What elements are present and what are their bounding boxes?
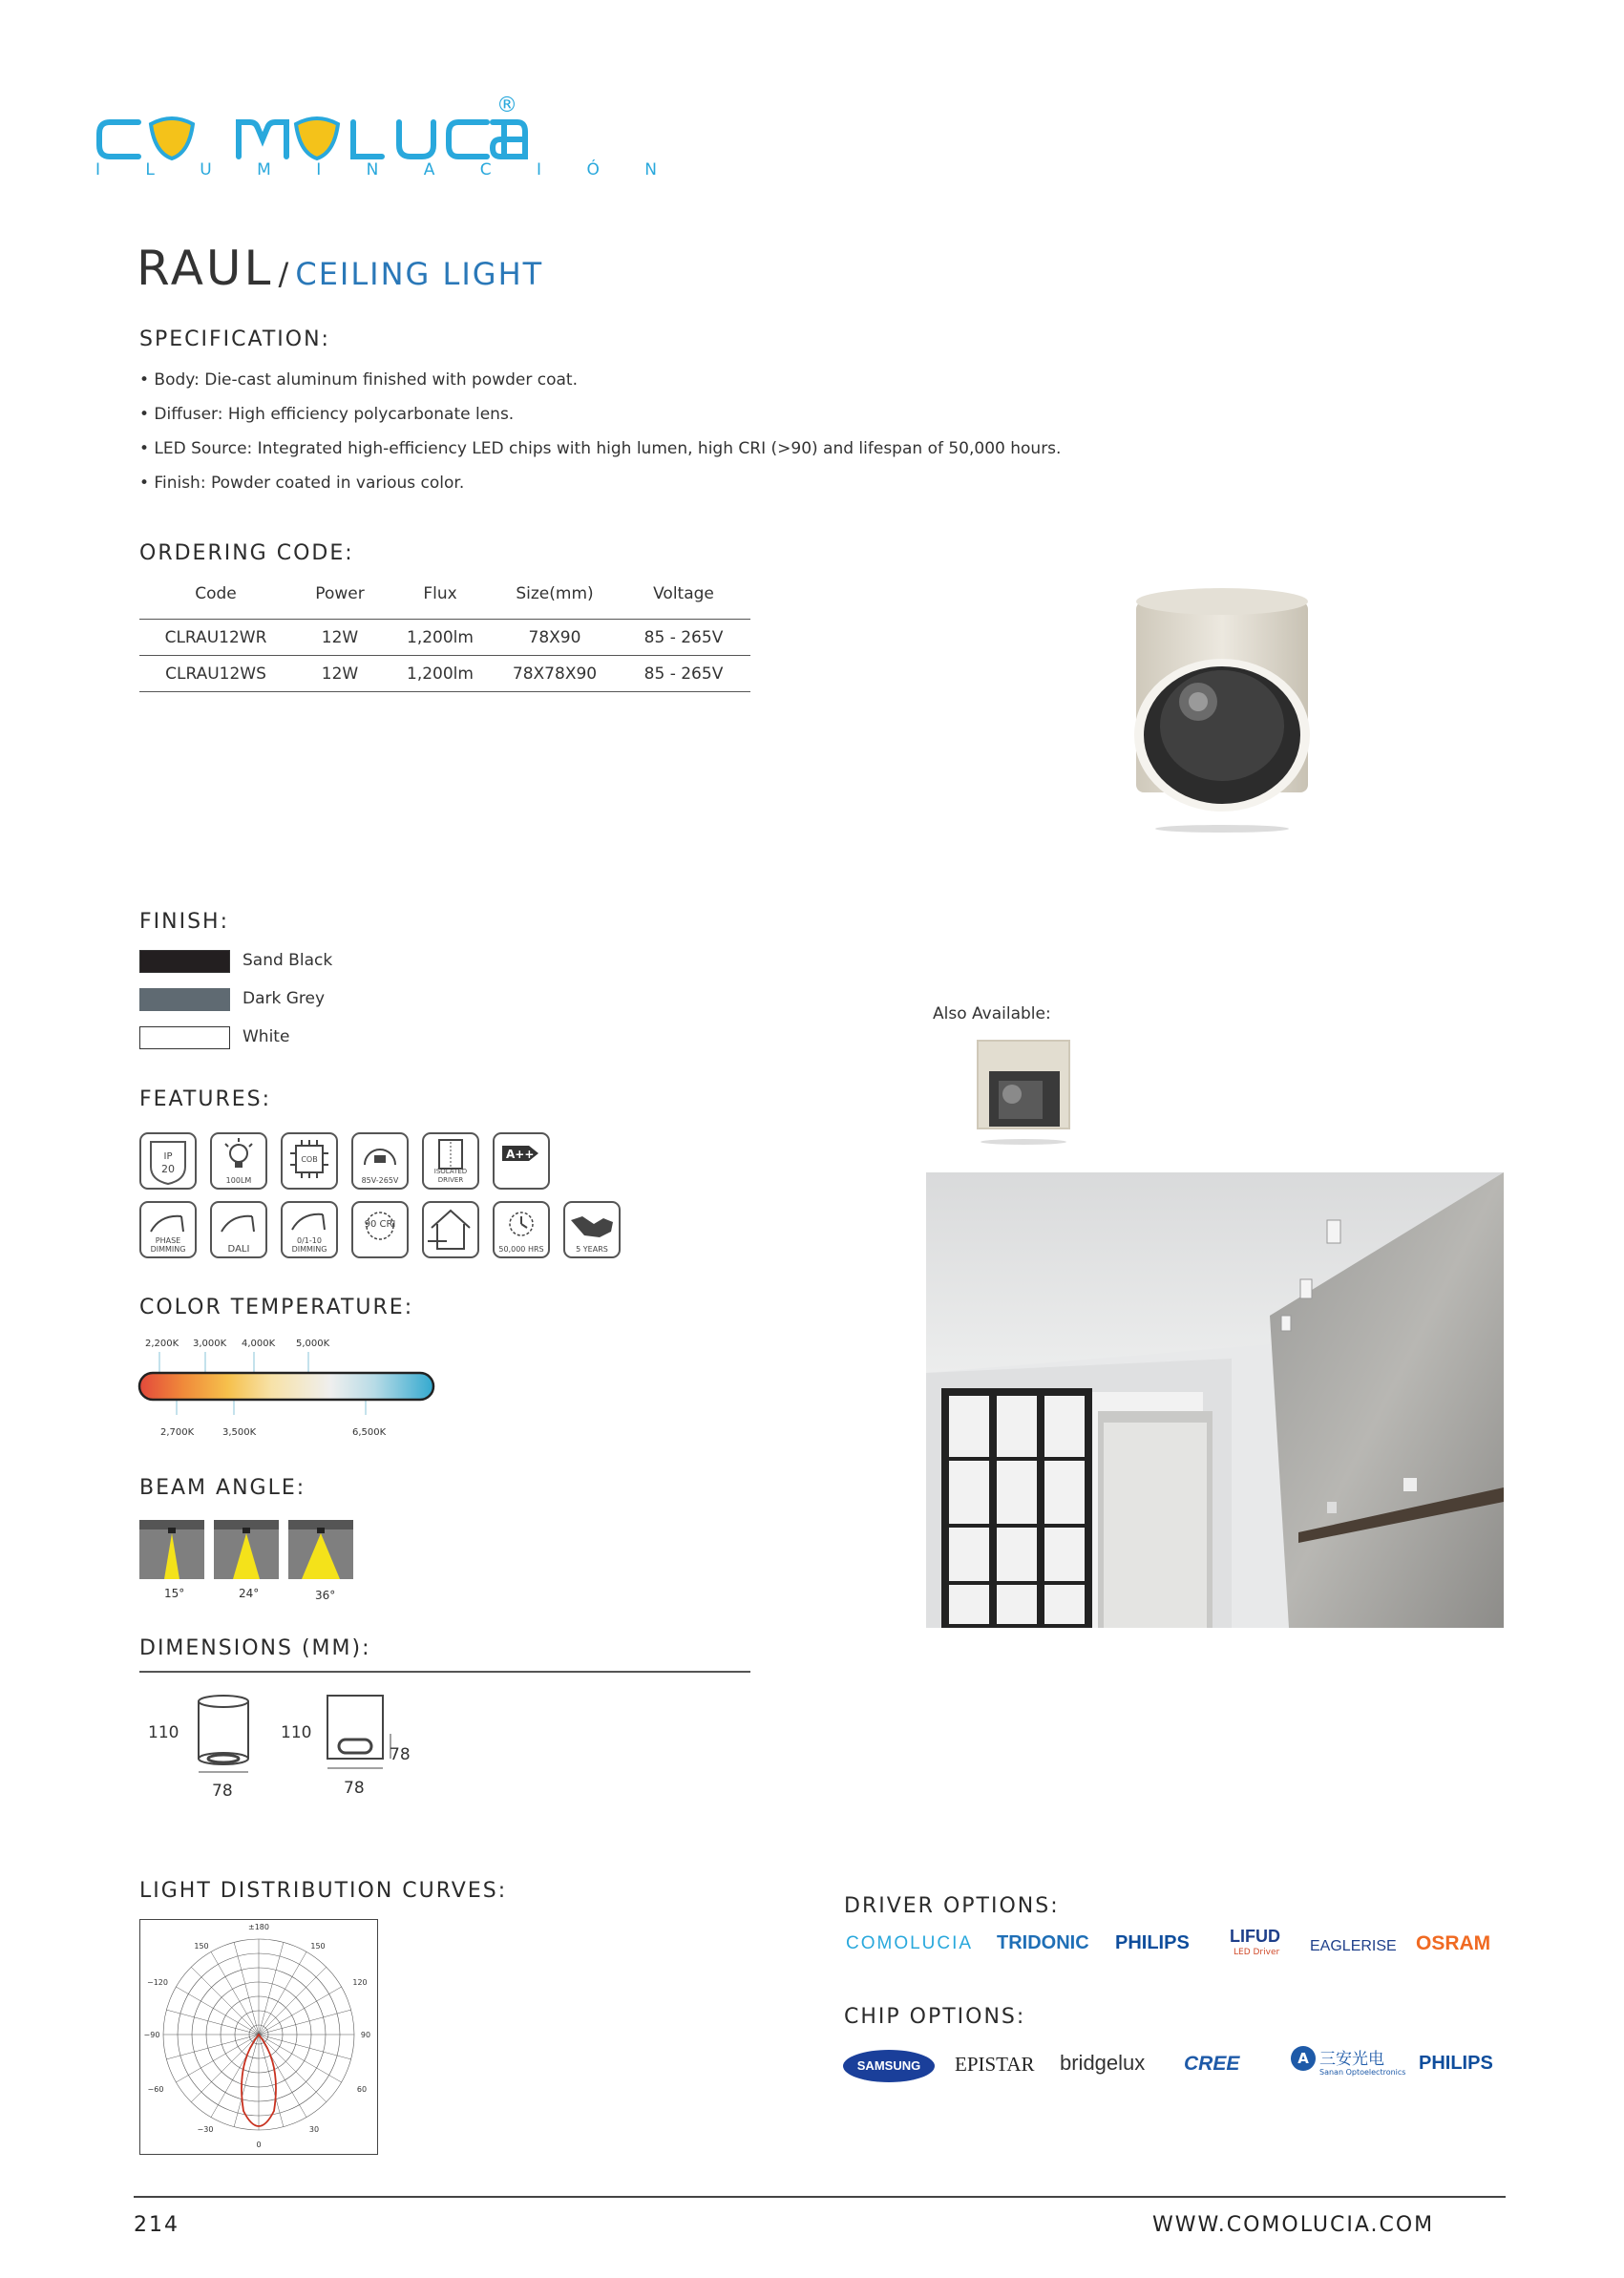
polar-diagram	[140, 1920, 376, 2153]
product-title	[137, 241, 543, 296]
col-power: Power	[292, 569, 388, 620]
specification-heading: SPECIFICATION:	[139, 327, 330, 351]
beam-24	[214, 1520, 279, 1579]
samsung-text: SAMSUNG	[856, 2058, 921, 2073]
chip-brand-sanan: 三安光电	[1319, 2050, 1384, 2069]
driver-brand-philips: PHILIPS	[1115, 1932, 1190, 1953]
table-row: CLRAU12WS 12W 1,200lm 78X78X90 85 - 265V	[139, 656, 750, 692]
feature-label: PHASE DIMMING	[150, 1236, 186, 1254]
bulb-icon	[210, 1132, 267, 1190]
feature-label: ISOLATED DRIVER	[433, 1168, 468, 1184]
voltage-plug-icon	[351, 1132, 409, 1190]
table-header-row	[139, 569, 750, 620]
chip-brand-bridgelux: bridgelux	[1060, 2051, 1146, 2075]
beam-15	[139, 1520, 204, 1579]
finish-label: Dark Grey	[243, 989, 326, 1008]
col-code: Code	[139, 569, 292, 620]
house-icon	[422, 1201, 479, 1258]
round-height: 110	[148, 1723, 179, 1742]
square-height: 110	[281, 1723, 312, 1742]
beam-36	[288, 1520, 353, 1579]
phase-dimming-icon	[139, 1201, 197, 1258]
feature-label: 50,000 HRS	[498, 1245, 544, 1254]
spec-item: • Diffuser: High efficiency polycarbonate lens.	[139, 405, 515, 424]
spec-item: • Body: Die-cast aluminum finished with powder coat.	[139, 370, 578, 390]
isolated-driver-icon	[422, 1132, 479, 1190]
polar-spoke	[259, 2035, 351, 2059]
product-image-round	[1117, 582, 1327, 840]
beam-label: 24°	[239, 1587, 260, 1600]
driver-brand-lifud: LIFUD	[1230, 1927, 1280, 1946]
polar-chart-box	[139, 1919, 378, 2155]
angle-label: 90	[360, 2031, 371, 2039]
chip-options-heading: CHIP OPTIONS:	[844, 2005, 1026, 2029]
beam-label: 15°	[164, 1587, 185, 1600]
chip-brand-samsung	[843, 2050, 935, 2082]
cri-icon	[351, 1201, 409, 1258]
finish-heading: FINISH:	[139, 910, 230, 934]
spec-item: • LED Source: Integrated high-efficiency LED chips with high lumen, high CRI (>90) and lifespan of 50,000 hours.	[139, 439, 1062, 458]
angle-label: 30	[308, 2125, 320, 2134]
ordering-table	[139, 569, 750, 692]
lifespan-clock-icon	[493, 1201, 550, 1258]
dimension-drawing-square	[320, 1692, 406, 1778]
angle-label: ±180	[248, 1923, 269, 1931]
driver-brand-tridonic: TRIDONIC	[997, 1932, 1089, 1953]
ct-label: 2,200K	[145, 1339, 179, 1349]
beam-label: 36°	[315, 1589, 336, 1602]
angle-label: 120	[352, 1978, 368, 1987]
angle-label: 150	[310, 1942, 326, 1951]
feature-label: 100LM	[225, 1176, 252, 1185]
beam-angle-heading: BEAM ANGLE:	[139, 1476, 306, 1500]
feature-label: 0/1-10 DIMMING	[291, 1236, 327, 1254]
product-name: RAUL	[137, 241, 274, 296]
finish-label: White	[243, 1027, 290, 1046]
dali-icon	[210, 1201, 267, 1258]
ct-label: 6,500K	[352, 1427, 387, 1438]
specification-list	[139, 363, 1061, 500]
room-scene-photo	[926, 1172, 1504, 1628]
polar-spoke	[259, 2035, 284, 2127]
driver-brand-comolucia: COMOLUCIA	[846, 1933, 974, 1953]
features-heading: FEATURES:	[139, 1087, 272, 1111]
finish-label: Sand Black	[243, 951, 333, 970]
ct-label: 3,500K	[222, 1427, 257, 1438]
driver-options-heading: DRIVER OPTIONS:	[844, 1894, 1060, 1918]
also-available-label: Also Available:	[933, 1004, 1051, 1023]
angle-label: 60	[356, 2085, 368, 2094]
dimming-0-10-icon	[281, 1201, 338, 1258]
title-separator: /	[278, 256, 291, 292]
ct-label: 5,000K	[296, 1339, 330, 1349]
color-temperature-heading: COLOR TEMPERATURE:	[139, 1296, 414, 1319]
col-voltage: Voltage	[617, 569, 750, 620]
dimensions-heading: DIMENSIONS (MM):	[139, 1636, 371, 1660]
light-distribution-heading: LIGHT DISTRIBUTION CURVES:	[139, 1879, 508, 1903]
angle-label: −30	[197, 2125, 214, 2134]
svg-text:IP: IP	[163, 1151, 173, 1162]
svg-text:20: 20	[161, 1163, 175, 1175]
feature-label: 5 YEARS	[576, 1245, 608, 1254]
polar-spoke	[166, 2035, 259, 2059]
chip-brand-cree: CREE	[1184, 2053, 1240, 2075]
swatch-dark-grey	[139, 988, 230, 1011]
feature-label: 85V-265V	[361, 1176, 399, 1185]
angle-label: 150	[194, 1942, 209, 1951]
polar-spoke	[259, 2010, 351, 2035]
polar-spoke	[166, 2010, 259, 2035]
angle-label: −90	[143, 2031, 160, 2039]
dimensions-divider	[139, 1671, 750, 1673]
footer-divider	[134, 2196, 1506, 2198]
registered-mark: ®	[496, 94, 517, 117]
ordering-code-heading: ORDERING CODE:	[139, 541, 354, 565]
brand-tagline: I L U M I N A C I Ó N	[95, 160, 677, 179]
ct-label: 3,000K	[193, 1339, 227, 1349]
ct-label: 2,700K	[160, 1427, 195, 1438]
cob-chip-icon	[281, 1132, 338, 1190]
col-flux: Flux	[388, 569, 493, 620]
sanan-icon: A	[1291, 2046, 1316, 2071]
feature-label: COB	[301, 1155, 318, 1164]
chip-brand-epistar: EPISTAR	[955, 2053, 1035, 2076]
polar-spoke	[259, 1987, 342, 2035]
square-depth: 78	[390, 1745, 411, 1764]
spec-item: • Finish: Powder coated in various color.	[139, 474, 465, 493]
polar-spoke	[259, 1951, 306, 2035]
angle-label: 0	[256, 2141, 262, 2149]
polar-spoke	[234, 1942, 259, 2035]
feature-label: 90 CRI	[364, 1219, 396, 1230]
driver-brand-eaglerise: EAGLERISE	[1310, 1938, 1397, 1954]
col-size: Size(mm)	[493, 569, 617, 620]
product-category: CEILING LIGHT	[295, 256, 544, 292]
page-number: 214	[134, 2213, 179, 2237]
swatch-white	[139, 1026, 230, 1049]
square-width: 78	[344, 1779, 365, 1798]
product-image-square	[966, 1031, 1081, 1150]
polar-spoke	[211, 1951, 259, 2035]
ip20-icon	[139, 1132, 197, 1190]
feature-label: DALI	[227, 1244, 250, 1255]
feature-label: A++	[506, 1148, 535, 1161]
beam-angle-diagrams	[139, 1520, 359, 1587]
table-row: CLRAU12WR 12W 1,200lm 78X90 85 - 265V	[139, 620, 750, 656]
warranty-handshake-icon	[563, 1201, 621, 1258]
color-temperature-bar	[137, 1352, 438, 1419]
ct-label: 4,000K	[242, 1339, 276, 1349]
driver-brand-osram: OSRAM	[1416, 1932, 1491, 1954]
website-link[interactable]: WWW.COMOLUCIA.COM	[1152, 2213, 1435, 2237]
polar-spoke	[259, 1942, 284, 2035]
sanan-subtitle: Sanan Optoelectronics	[1319, 2068, 1406, 2077]
angle-label: −60	[147, 2085, 164, 2094]
energy-class-icon	[493, 1132, 550, 1190]
angle-label: −120	[147, 1978, 168, 1987]
lifud-subtitle: LED Driver	[1234, 1948, 1280, 1957]
round-width: 78	[212, 1782, 233, 1801]
dimension-drawing-round	[191, 1692, 277, 1778]
polar-spoke	[234, 2035, 259, 2127]
chip-brand-philips: PHILIPS	[1419, 2053, 1493, 2074]
swatch-sand-black	[139, 950, 230, 973]
polar-spoke	[176, 1987, 259, 2035]
